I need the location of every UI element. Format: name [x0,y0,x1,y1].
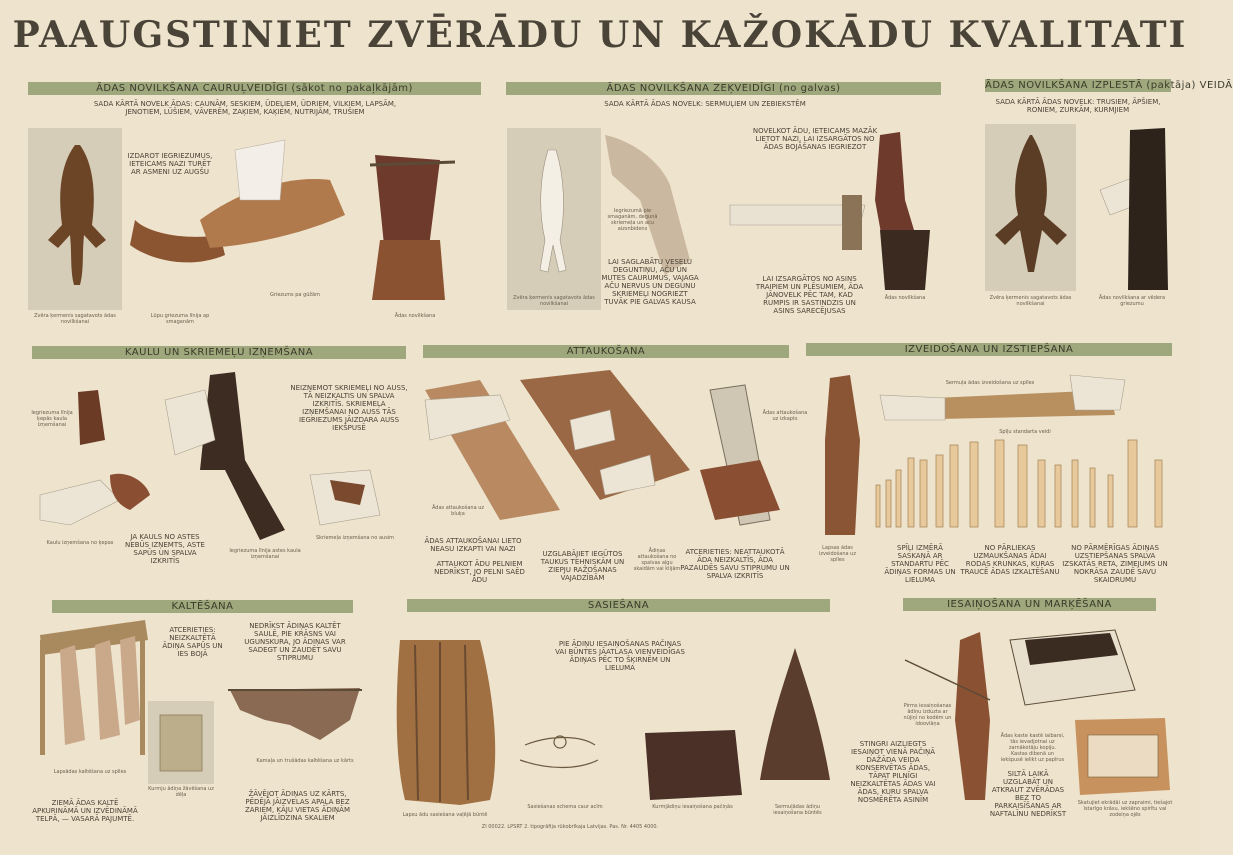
note-parcel-marking: Skatujiet ekrādāi uz zapraimi, tiešajot īstarīgo krāsu, iekšēno spirītu vai zodeiņa ojēs [1077,800,1173,818]
caption-sort-packing: PIE ĀDIŅU IESAIŅOŠANAS PAČIŅAS VAI BŪNTES JĀATLASA VIENVEIDĪGAS ĀDIŅAS PĒC TO ŠĶIRNĒM UN LIELUMA [555,640,685,672]
note-skinning-1: Ādas novilkšana [394,313,436,319]
note-sawdust: Ādiņas attaukošana no spalvas aļgu skaidām vai klijām [633,548,681,572]
fox-on-board-icon [825,375,860,535]
note-lip-cut: Lūpu griezuma līnija ap smaganām [150,313,210,325]
note-fox-board: Lapsas ādas izveidošana uz spīles [819,545,856,563]
hand-board-icon [1070,375,1125,410]
section-header-shaping-stretching: IZVEIDOŠANA UN IZSTIEPŠANA [806,343,1172,356]
hanging-spread-skin-icon [1128,128,1168,290]
caption-less-knife: NOVELKOT ĀDU, IETEICAMS MAZĀK LIETOT NAZI, LAI IZSARGĀTOS NO ĀDAS BOJĀŠANAS IEGRIEZOT [752,127,878,151]
caption-keep-fat: UZGLABĀJIET IEGŪTOS TAUKUS TEHNISKĀM UN ZIEPJU RAŽOŠANAS VAJADZĪBĀM [540,550,625,582]
note-prep-1: Zvēra ķermenis sagatavots ādas novilkšanai [34,313,116,325]
caption-knife-tip: IZDAROT IEGRIEZUMUS, IETEICAMS NAZI TURĒT AR ASMENI UZ AUGŠU [127,152,213,176]
section-header-fleshing: ATTAUKOŠANA [423,345,789,358]
stretching-boards-icon [876,440,1162,527]
note-skinning-2: Ādas novilkšana [884,295,926,301]
section-header-packing-marking: IESAIŅOŠANA UN MARĶĒŠANA [903,598,1156,611]
paw-icon [78,390,105,445]
fox-skin-bundle-icon [397,640,495,805]
note-mole-packing: Kurmjādiņu iesaiņošana pačiņās [652,804,733,810]
paw-bone-icon [110,474,150,510]
caption-keep-nose: LAI SAGLABĀTU VESELU DEGUNTIŅU, AČU UN MUTES CAURUMUS, VAJAGA AČU NERVUS UN DEGUNU SKRIEMEĻI NOGRIEZT TUVĀK PIE GALVAS KAUSA [601,258,699,306]
section-header-spread-skinning: ĀDAS NOVILKŠANA IZPLESTĀ (paktāja) VEIDĀ [985,80,1233,91]
note-paw-bones: Kaulu izņemšana no ķepas [46,540,114,546]
caption-tail-bone: JA KAULS NO ASTES NEBŪS IZŅEMTS, ASTE SAPŪS UN SPALVA IZKRITĪS [125,533,205,565]
tail-skin-icon [200,372,285,540]
hand-paw-icon [40,480,120,525]
caption-unfleshed-warning: ATCERIETIES: NEATTAUKOTĀ ĀDA NEIZKALTĪS, ĀDA PAZAUDĒS SAVU STIPRUMU UN SPALVA IZKRITĪS [680,548,790,580]
print-imprint: ZI 00022. LPSRT 2. tipogrāfija rūkobrīkaja Latvijas. Pas. Nr. 4405 4000. [481,824,659,830]
ermine-bundle-icon [760,648,830,780]
skin-on-scythe-icon [700,460,780,520]
note-scythe-fleshing: Ādas attaukošana uz izkapts [762,410,808,422]
section-header-tying: SASIEŠANA [407,599,830,612]
caption-naphthalene: SILTĀ LAIKĀ UZGLABĀT UN ATKRAUT ZVĒRĀDAS BEZ TO PARKAISĪŠANAS AR NAFTALĪNU NEDRĪKST [989,770,1067,818]
note-ermine-bundle: Sermuļādas ādiņu iesaiņošana būntēs [773,804,822,816]
note-belly-cut: Ādas novilkšana ar vēdera griezumu [1098,295,1166,307]
note-tail-cut-line: Iegriezuma līnija astes kaula izņemšanai [229,548,301,560]
caption-undried-warning: ATCERIETIES: NEIZKALTĒTĀ ĀDIŅA SAPŪS UN IES BOJĀ [162,626,223,658]
caption-fleshing-tool: ĀDAS ATTAUKOŠANAI LIETO NEASU IZKAPTI VAI NAZI [424,537,522,553]
caption-ear-cartilage: NEIZŅEMOT SKRIEMEĻI NO AUSS, TĀ NEIZKALTIS UN SPALVA IZKRITĪS. SKRIEMEĻA IZŅEMŠANAI NO AUSS TĀS IEGRIEZUMS JĀIZDARA AUSS IEKŠPUSĒ [290,384,408,432]
packing-skin-icon [955,632,990,800]
note-board-types: Spīļu standarta veidi [999,429,1051,435]
hands-board-icon [880,395,945,420]
note-hip-cut: Griezums pa gūžām [270,292,320,298]
note-fox-drying: Lapsādas kaltēšana uz spīles [53,769,127,775]
note-beam-fleshing: Ādas attaukošana uz bluķa [431,505,485,517]
knot-scheme-icon [520,738,598,768]
mole-skin-board-icon [160,715,202,771]
note-knot-scheme: Sasiešanas schema caur acīm [527,804,603,810]
note-prep-2: Zvēra ķermenis sagatavots ādas novilkšanai [513,295,595,307]
note-ear-cartilage: Skriemeļa izņemšana no ausim [315,535,395,541]
poster-title: PAAUGSTINIET ZVĒRĀDU UN KAŽOKĀDU KVALITATI [12,14,1188,56]
caption-packing-forbidden: STINGRI AIZLIEGTS IESAIŅOT VIENĀ PAČIŅĀ DAŽĀDA VEIDA KONSERVĒTAS ĀDAS, TĀPAT PILNĪGI NEIZKALTĒTAS ĀDAS VAI ĀDAS, KURU SPALVA NOSMĒRĒTA ASINĪM [850,740,936,804]
caption-stocking-animals: SADA KĀRTĀ ĀDAS NOVELK: SERMUĻIEM UN ZEBIEKSTĒM [604,100,806,108]
caption-spread-animals: SADA KĀRTĀ ĀDAS NOVELK: TRUSIEM, ĀPŠIEM, RONIEM, ZURKĀM, KURMJIEM [995,98,1161,114]
note-pole-drying: Kamaļa un trušādas kaltēšana uz kārts [256,758,354,764]
hand-ermine-icon [605,135,690,275]
note-paw-cut-line: Iegriezuma līnija ķepās kaula izņemšanai [31,410,73,428]
caption-overstretch: NO PĀRMĒRĪGAS ĀDIŅAS UZSTIEPŠANAS SPALVA IZSKATĀS RETA, ZIMEJUMS UN NOKRĀSA ZAUDĒ SAVU SKAIDRUMU [1062,544,1168,584]
hanging-skin-icon [60,645,85,745]
note-prep-3: Zvēra ķermenis sagatavots ādas novilkšanai [989,295,1072,307]
caption-blood-stains: LAI IZSARGĀTOS NO ASINS TRAIPIEM UN PLĒSUMIEM, ĀDA JĀNOVELK PĒC TAM, KAD RUMPIS IR SASTINDZIS UN ASINS SARECĒJUSAS [755,275,864,315]
section-header-drying: KALTĒŠANA [52,600,353,613]
caption-no-ashes: ATTAUKOT ĀDU PELNIEM NEDRĪKST, JO PELNI SAĒD ĀDU [434,560,525,584]
note-mole-drying: Kurmju ādiņa žāvēšana uz dēļa [148,786,214,798]
note-gum-cut: Iegriezumā pie smaganām, degunā skriemeļa un acu aizsnbidens [607,208,658,232]
wooden-block-icon [842,195,862,250]
note-crate-lining: Ādas kaste kastē iaibarsi, tās ievadjotnai uz zarnākotāju kopiju. Kastas dibenā un iekšpusē ielikt uz papīrus [1000,733,1065,763]
section-header-tubular-skinning: ĀDAS NOVILKŠANA CAURUĻVEIDĪGI (sākot no pakaļkājām) [28,82,481,95]
note-ermine-board: Sermuļa ādas izveidošana uz spīles [945,380,1035,386]
section-header-bone-removal: KAULU UN SKRIEMEĻU IZŅEMŠANA [32,346,406,359]
caption-board-size: SPĪĻI IZMĒRĀ SASKAŅĀ AR STANDARTU PĒC ĀDIŅAS FORMAS UN LIELUMA [884,544,956,584]
caption-pole-drying: ŽĀVĒJOT ĀDIŅAS UZ KĀRTS, PĒDĒJĀ JĀIZVELAS APAĻA BEZ ZARIEM, KĀJU VIETAS ĀDIŅĀM JĀIZLĪDZINA SKALIEM [245,790,350,822]
caption-no-sun: NEDRĪKST ĀDIŅAS KALTĒT SAULĒ, PIE KRĀSNS VAI UGUNSKURA, JO ĀDIŅAS VAR SADEGT UN ZAUDĒT SAVU STIPRUMU [244,622,346,662]
section-header-stocking-skinning: ĀDAS NOVILKŠANA ZEĶVEIDĪGI (no galvas) [506,82,941,95]
hand-knife-icon [235,140,285,200]
caption-winter-summer: ZIEMĀ ĀDAS KALTĒ APKURINĀMĀ UN IZVĒDINĀMĀ TELPĀ, — VASARĀ PAJUMTĒ. [32,799,138,823]
peeled-skin-icon [372,240,445,300]
flat-skin-on-pole-icon [230,688,360,740]
note-beat-skin: Pirms iesaiņošanas ādiņu izduzta ar nūjiņi no kodēm un idoovlāņa [903,703,952,727]
caption-wrinkles: NO PĀRLIEKAS UZMAUKŠANAS ĀDAI RODAS KRUNKAS, KURAS TRAUCĒ ĀDAS IZKALTĒŠANU [960,544,1060,576]
pulled-fur-icon [880,230,930,290]
mole-bundle-icon [645,730,742,800]
caption-tubular-animals: SADA KĀRTĀ NOVELK ĀDAS: CAUNĀM, SESKIEM, ŪDEĻIEM, ŪDRIEM, VILKIEM, LAPSĀM, JENOTIEM, LŪŠIEM, VĀVERĒM, ZAĶIEM, KAĶIEM, NUTRIJĀM, TRUŠIEM [93,100,397,116]
note-fox-bundle: Lapsu ādu sasiešana vaļējā būntē [402,812,488,818]
